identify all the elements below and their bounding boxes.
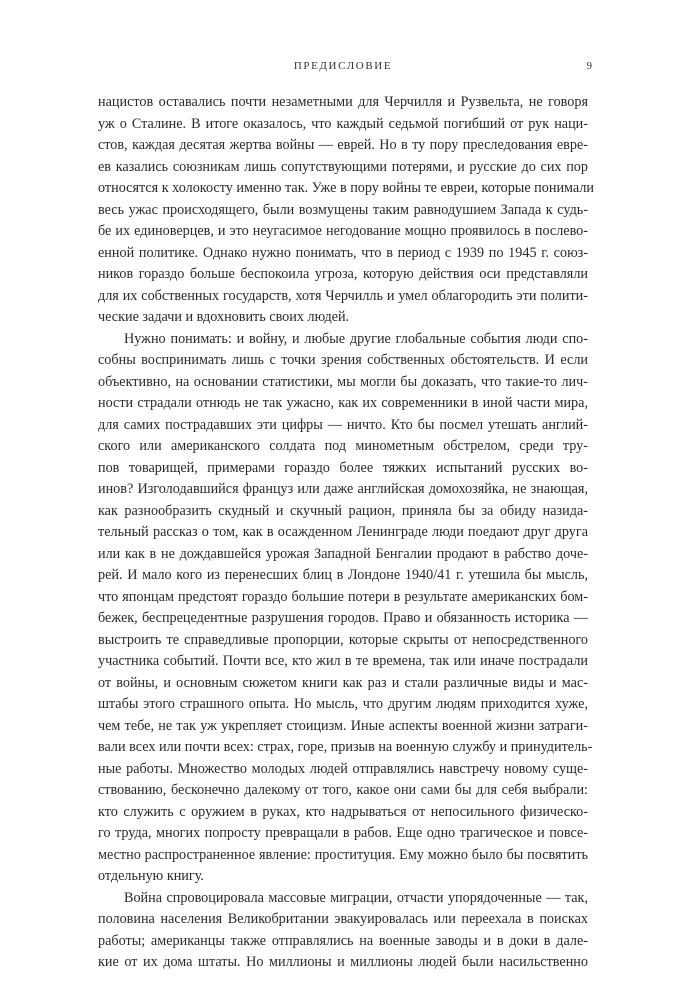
text-line: для самих пострадавших эти цифры — ничто. Кто бы посмел утешать англий- — [98, 416, 588, 433]
text-line: собны воспринимать лишь с точки зрения собственных обстоятельств. И если — [98, 352, 588, 368]
text-line: рей. И мало кого из перенесших блиц в Лондоне 1940/41 г. утешила бы мысль, — [98, 567, 588, 583]
text-line: участника событий. Почти все, кто жил в те времена, так или иначе пострадали — [98, 653, 588, 669]
text-line: выстроить те справедливые пропорции, которые скрыты от непосредственного — [98, 631, 588, 648]
text-line: вали всех или почти всех: страх, горе, призыв на военную службу и принудитель- — [98, 739, 593, 755]
text-line: объективно, на основании статистики, мы могли бы доказать, что такие-то лич- — [98, 373, 588, 390]
paragraph-last-line: ческие задачи и вдохновить своих людей. — [98, 309, 350, 325]
text-line: кие от их дома штаты. Но миллионы и миллионы людей были насильственно — [98, 954, 588, 970]
text-line: штабы этого страшного опыта. Но мысль, что другим людям приходится хуже, — [98, 696, 588, 712]
body-text — [98, 92, 595, 974]
text-line: чем тебе, не так уж укрепляет стоицизм. Иные аспекты военной жизни затраги- — [98, 717, 588, 734]
text-line: ности страдали отнюдь не так ужасно, как их современники в иной части мира, — [98, 395, 588, 411]
text-line: бежек, беспрецедентные разрушения городов. Право и обязанность историка — — [98, 610, 588, 626]
paragraph-first-line: Нужно понимать: и войну, и любые другие глобальные события люди спо- — [124, 330, 588, 347]
text-line: уж о Сталине. В итоге оказалось, что каждый седьмой погибший от рук наци- — [98, 115, 588, 132]
text-line: пов товарищей, примерами гораздо более тяжких испытаний русских во- — [98, 459, 588, 476]
paragraph-first-line: Война спровоцировала массовые миграции, отчасти упорядоченные — так, — [124, 889, 588, 906]
text-line: ные работы. Множество молодых людей отправлялись навстречу новому суще- — [98, 760, 588, 777]
text-line: от войны, и основным сюжетом книги как раз и стали различные виды и мас- — [98, 674, 588, 691]
text-line: что японцам предстоят гораздо большие потери в результате американских бом- — [98, 588, 588, 605]
paragraph-last-line: отдельную книгу. — [98, 868, 204, 884]
running-head — [0, 60, 686, 80]
text-line: ников гораздо больше беспокоила угроза, которую действия оси представляли — [98, 266, 588, 282]
text-line: половина населения Великобритании эвакуировалась или переехала в поисках — [98, 911, 588, 927]
text-line: ствованию, бесконечно далекому от того, какое они сами бы для себя выбрали: — [98, 782, 588, 798]
text-line: как разнообразить скудный и скучный рацион, приняла бы за обиду назида- — [98, 502, 588, 519]
text-line: енной политике. Однако нужно понимать, что в период с 1939 по 1945 г. союз- — [98, 244, 588, 261]
text-line: го труда, многих попросту превращали в рабов. Еще одно трагическое и повсе- — [98, 825, 588, 841]
text-line: бе их единоверцев, и это неугасимое негодование мощно проявилось в послево- — [98, 223, 588, 239]
text-line: ев казались союзникам лишь сопутствующими потерями, и русские до сих пор — [98, 158, 588, 175]
text-line: местно распространенное явление: проституция. Ему можно было бы посвятить — [98, 846, 588, 863]
running-title: ПРЕДИСЛОВИЕ — [293, 60, 393, 72]
text-line: для их собственных государств, хотя Черчилль и умел облагородить эти полити- — [98, 287, 588, 304]
text-line: ского или американского солдата под минометным обстрелом, среди тру- — [98, 438, 588, 454]
text-line: нацистов оставались почти незаметными для Черчилля и Рузвельта, не говоря — [98, 94, 588, 110]
text-line: кто служить с оружием в руках, кто надрываться от непосильного физическо- — [98, 803, 588, 820]
text-line: тельный рассказ о том, как в осажденном Ленинграде люди поедают друг друга — [98, 524, 588, 540]
text-line: или как в не дождавшейся урожая Западной Бенгалии продают в рабство доче- — [98, 545, 588, 562]
text-line: стов, каждая десятая жертва войны — еврей. Но в ту пору преследования евре- — [98, 137, 588, 153]
text-line: инов? Изголодавшийся француз или даже английская домохозяйка, не знающая, — [98, 481, 588, 497]
text-line: работы; американцы также отправлялись на военные заводы и в доки в дале- — [98, 932, 588, 949]
text-line: весь ужас происходящего, были возмущены таким равнодушием Запада к судь- — [98, 201, 588, 218]
text-line: относятся к холокосту именно так. Уже в пору войны те евреи, которые понимали — [98, 180, 595, 196]
page-number: 9 — [586, 60, 592, 72]
